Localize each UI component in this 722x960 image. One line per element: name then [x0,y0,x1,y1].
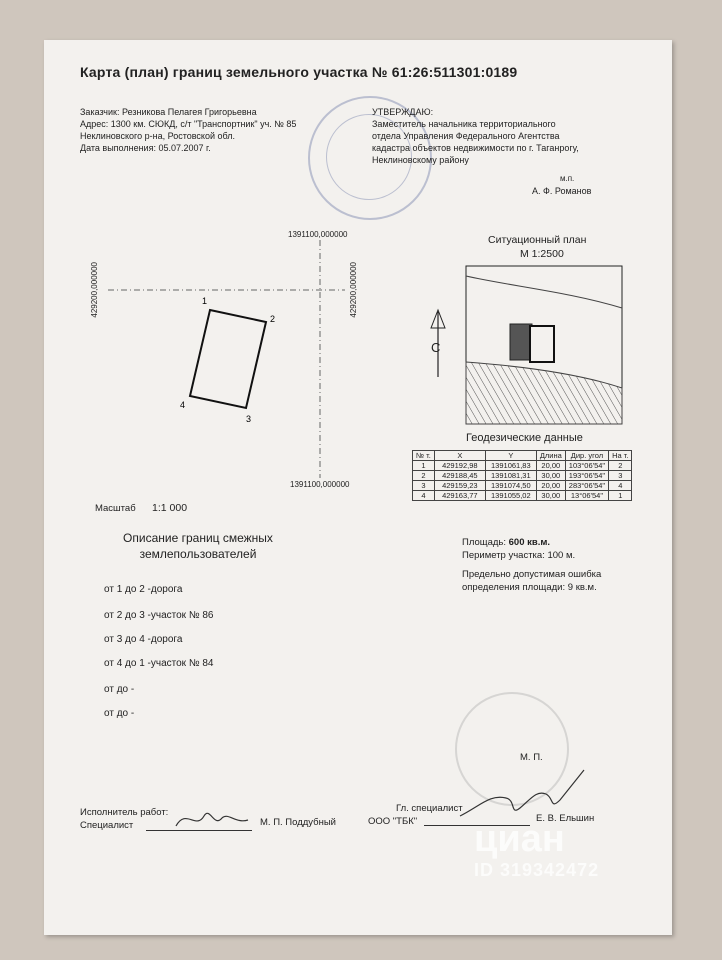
list-item: от 2 до 3 -участок № 86 [104,610,214,621]
table-cell: 1391055,02 [485,491,536,501]
approval-line-3: кадастра объектов недвижимости по г. Таганрогу, [372,143,579,153]
chief-line-1: Гл. специалист [396,803,463,814]
table-cell: 20,00 [536,461,565,471]
table-cell: 429192,98 [434,461,485,471]
executor-signature [172,804,252,834]
borders-title-line-1: Описание границ смежных [123,531,273,545]
table-cell: 429188,45 [434,471,485,481]
chief-line-2: ООО "ТБК" [368,816,418,827]
coord-top: 1391100,000000 [288,230,348,239]
coord-bottom: 1391100,000000 [290,480,350,489]
approval-name: А. Ф. Романов [532,186,592,196]
executor-line-2: Специалист [80,820,134,831]
table-cell: 429159,23 [434,481,485,491]
approval-mp: м.п. [560,174,575,183]
borders-title-line-2: землепользователей [139,547,257,561]
coord-left: 429200,000000 [90,262,99,318]
geodata-table-wrap [412,450,632,501]
list-item: от до - [104,708,135,719]
executor-name: М. П. Поддубный [260,817,336,828]
error-line-2: определения площади: 9 кв.м. [462,582,597,593]
geodata-header-cell: X [434,451,485,461]
scale-value: 1:1 000 [152,502,188,514]
geodata-title: Геодезические данные [466,432,583,444]
perimeter-line: Периметр участка: 100 м. [462,550,576,561]
approval-heading: УТВЕРЖДАЮ: [372,107,434,117]
table-cell: 1391081,31 [485,471,536,481]
customer-line: Заказчик: Резникова Пелагея Григорьевна [80,107,257,117]
area-block [462,536,601,594]
table-cell: 1391074,50 [485,481,536,491]
area-label: Площадь: [462,537,506,548]
list-item: от 1 до 2 -дорога [104,584,183,595]
point-label-2: 2 [270,314,276,324]
table-cell: 193°06'54" [565,471,608,481]
cian-watermark-logo: циан [474,818,565,860]
customer-info [80,106,296,154]
list-item: от до - [104,684,135,695]
executor-labels [80,806,168,832]
plot-plan [100,240,380,490]
table-cell: 1391061,83 [485,461,536,471]
geodata-header-cell: Y [485,451,536,461]
table-row [413,491,632,501]
plot-boundary [190,310,266,408]
north-label: С [431,340,441,355]
situation-scale: М 1:2500 [520,248,564,260]
situation-plan [420,262,630,432]
table-cell: 2 [413,471,435,481]
table-cell: 20,00 [536,481,565,491]
approval-line-2: отдела Управления Федерального Агентства [372,131,560,141]
geodata-header-cell: № т. [413,451,435,461]
list-item: от 3 до 4 -дорога [104,634,183,645]
point-label-4: 4 [180,400,186,410]
point-label-3: 3 [246,414,252,424]
situation-title: Ситуационный план [488,234,587,246]
geodata-header-cell: Длина [536,451,565,461]
table-cell: 30,00 [536,471,565,481]
point-label-1: 1 [202,296,208,306]
table-row [413,481,632,491]
table-cell: 3 [609,471,632,481]
situation-subject-plot [530,326,554,362]
situation-neighbor-plot [510,324,532,360]
approval-line-4: Неклиновскому району [372,155,469,165]
table-cell: 13°06'54" [565,491,608,501]
date-line: Дата выполнения: 05.07.2007 г. [80,143,211,153]
cian-watermark-id: ID 319342472 [474,860,600,880]
stamp-mp: М. П. [520,752,543,763]
list-item: от 4 до 1 -участок № 84 [104,658,214,669]
geodata-header-cell: На т. [609,451,632,461]
address-line-1: Адрес: 1300 км. СЮКД, с/т "Транспортник" уч. № 85 [80,119,297,129]
table-row [413,461,632,471]
table-cell: 30,00 [536,491,565,501]
area-value: 600 кв.м. [508,537,551,548]
document-title: Карта (план) границ земельного участка № 61:26:511301:0189 [80,64,518,80]
approval-block [372,106,579,166]
coord-right: 429200,000000 [349,262,358,318]
table-cell: 429163,77 [434,491,485,501]
table-cell: 3 [413,481,435,491]
table-cell: 1 [413,461,435,471]
executor-line-1: Исполнитель работ: [80,807,169,818]
address-line-2: Неклиновского р-на, Ростовской обл. [80,131,235,141]
borders-title [118,530,278,562]
error-line-1: Предельно допустимая ошибка [462,569,602,580]
table-cell: 103°06'54" [565,461,608,471]
table-cell: 2 [609,461,632,471]
geodata-header-row [413,451,632,461]
geodata-table [412,450,632,501]
approval-line-1: Заместитель начальника территориального [372,119,556,129]
geodata-header-cell: Дир. угол [565,451,608,461]
table-row [413,471,632,481]
chief-name: Е. В. Ельшин [536,813,595,824]
table-cell: 4 [413,491,435,501]
table-cell: 4 [609,481,632,491]
area-line [462,536,601,549]
table-cell: 283°06'54" [565,481,608,491]
scale-label: Масштаб [95,503,136,514]
table-cell: 1 [609,491,632,501]
